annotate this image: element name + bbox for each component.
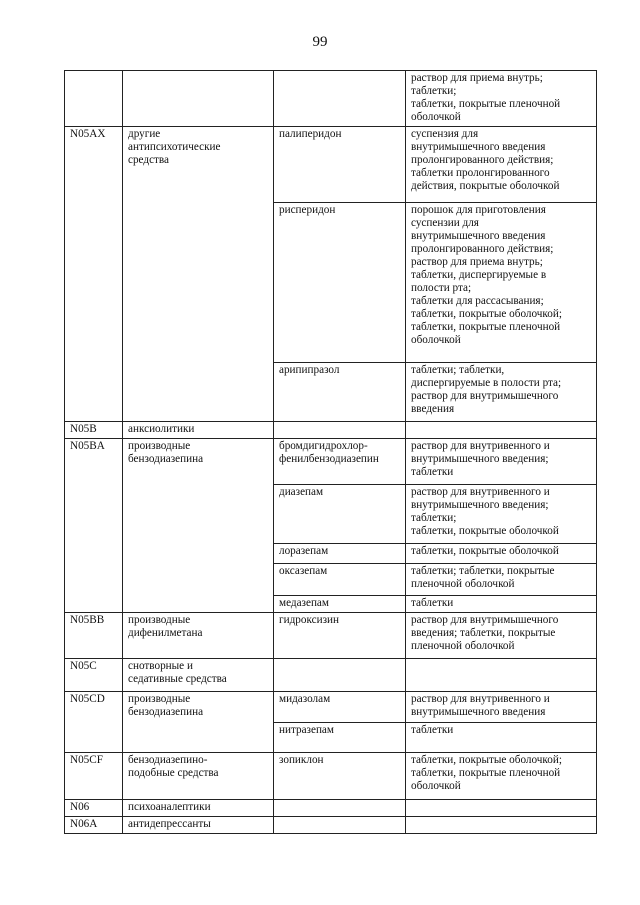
- pharmacological-group-cell: бензодиазепино- подобные средства: [123, 753, 274, 800]
- dosage-form-cell: [406, 817, 597, 834]
- table-row: [65, 564, 597, 596]
- table-row: [65, 596, 597, 613]
- atc-code-cell: [65, 723, 123, 753]
- atc-code-cell: [65, 203, 123, 363]
- atc-code-cell: N05C: [65, 659, 123, 692]
- table-row: [65, 485, 597, 544]
- pharmacological-group-cell: [123, 363, 274, 422]
- dosage-form-cell: раствор для внутривенного и внутримышечного введения; таблетки: [406, 439, 597, 485]
- drug-name-cell: [274, 422, 406, 439]
- table-row: [65, 659, 597, 692]
- pharmacological-group-cell: [123, 723, 274, 753]
- dosage-form-cell: таблетки: [406, 723, 597, 753]
- dosage-form-cell: таблетки; таблетки, покрытые пленочной оболочкой: [406, 564, 597, 596]
- table-row: [65, 439, 597, 485]
- table-row: [65, 692, 597, 723]
- dosage-form-cell: [406, 800, 597, 817]
- table-row: [65, 800, 597, 817]
- atc-code-cell: N05CD: [65, 692, 123, 723]
- dosage-form-cell: раствор для приема внутрь; таблетки; таблетки, покрытые пленочной оболочкой: [406, 71, 597, 127]
- atc-code-cell: N06A: [65, 817, 123, 834]
- pharmacological-group-cell: [123, 485, 274, 544]
- drug-name-cell: арипипразол: [274, 363, 406, 422]
- drug-name-cell: [274, 71, 406, 127]
- pharmacological-group-cell: [123, 544, 274, 564]
- dosage-form-cell: порошок для приготовления суспензии для внутримышечного введения пролонгированного действия; раствор для приема внутрь; таблетки, диспергируемые в полости рта; таблетки для рассасывания; таблетки, покрытые оболочкой; таблетки, покрытые пленочной оболочкой: [406, 203, 597, 363]
- table-row: [65, 422, 597, 439]
- atc-code-cell: [65, 71, 123, 127]
- pharmacological-group-cell: [123, 596, 274, 613]
- drug-name-cell: рисперидон: [274, 203, 406, 363]
- drug-name-cell: [274, 659, 406, 692]
- pharmacological-group-cell: [123, 71, 274, 127]
- drug-name-cell: [274, 800, 406, 817]
- drug-name-cell: мидазолам: [274, 692, 406, 723]
- pharmacological-group-cell: психоаналептики: [123, 800, 274, 817]
- dosage-form-cell: раствор для внутривенного и внутримышечного введения; таблетки; таблетки, покрытые оболочкой: [406, 485, 597, 544]
- pharmacological-group-cell: производные бензодиазепина: [123, 439, 274, 485]
- pharmacological-group-cell: производные бензодиазепина: [123, 692, 274, 723]
- pharmacological-group-cell: антидепрессанты: [123, 817, 274, 834]
- pharmacological-group-cell: [123, 203, 274, 363]
- table-row: [65, 127, 597, 203]
- drug-name-cell: диазепам: [274, 485, 406, 544]
- table-row: [65, 723, 597, 753]
- drug-table: [64, 70, 597, 834]
- pharmacological-group-cell: снотворные и седативные средства: [123, 659, 274, 692]
- table-row: [65, 613, 597, 659]
- pharmacological-group-cell: анксиолитики: [123, 422, 274, 439]
- pharmacological-group-cell: другие антипсихотические средства: [123, 127, 274, 203]
- table-row: [65, 363, 597, 422]
- pharmacological-group-cell: [123, 564, 274, 596]
- dosage-form-cell: [406, 422, 597, 439]
- atc-code-cell: [65, 596, 123, 613]
- atc-code-cell: N06: [65, 800, 123, 817]
- drug-name-cell: оксазепам: [274, 564, 406, 596]
- drug-name-cell: лоразепам: [274, 544, 406, 564]
- drug-name-cell: гидроксизин: [274, 613, 406, 659]
- table-row: [65, 817, 597, 834]
- atc-code-cell: [65, 485, 123, 544]
- drug-name-cell: нитразепам: [274, 723, 406, 753]
- dosage-form-cell: раствор для внутримышечного введения; таблетки, покрытые пленочной оболочкой: [406, 613, 597, 659]
- table-row: [65, 203, 597, 363]
- drug-name-cell: медазепам: [274, 596, 406, 613]
- table-row: [65, 753, 597, 800]
- dosage-form-cell: таблетки: [406, 596, 597, 613]
- atc-code-cell: [65, 363, 123, 422]
- drug-name-cell: палиперидон: [274, 127, 406, 203]
- atc-code-cell: N05BA: [65, 439, 123, 485]
- table-row: [65, 71, 597, 127]
- drug-name-cell: зопиклон: [274, 753, 406, 800]
- pharmacological-group-cell: производные дифенилметана: [123, 613, 274, 659]
- dosage-form-cell: суспензия для внутримышечного введения пролонгированного действия; таблетки пролонгированного действия, покрытые оболочкой: [406, 127, 597, 203]
- drug-name-cell: бромдигидрохлор- фенилбензодиазепин: [274, 439, 406, 485]
- drug-name-cell: [274, 817, 406, 834]
- atc-code-cell: N05BB: [65, 613, 123, 659]
- dosage-form-cell: таблетки, покрытые оболочкой: [406, 544, 597, 564]
- atc-code-cell: [65, 544, 123, 564]
- page-number: 99: [312, 34, 328, 50]
- dosage-form-cell: таблетки, покрытые оболочкой; таблетки, покрытые пленочной оболочкой: [406, 753, 597, 800]
- table-row: [65, 544, 597, 564]
- atc-code-cell: N05CF: [65, 753, 123, 800]
- atc-code-cell: [65, 564, 123, 596]
- dosage-form-cell: [406, 659, 597, 692]
- dosage-form-cell: раствор для внутривенного и внутримышечного введения: [406, 692, 597, 723]
- atc-code-cell: N05AX: [65, 127, 123, 203]
- atc-code-cell: N05B: [65, 422, 123, 439]
- drug-table-body: [65, 71, 597, 834]
- dosage-form-cell: таблетки; таблетки, диспергируемые в полости рта; раствор для внутримышечного введения: [406, 363, 597, 422]
